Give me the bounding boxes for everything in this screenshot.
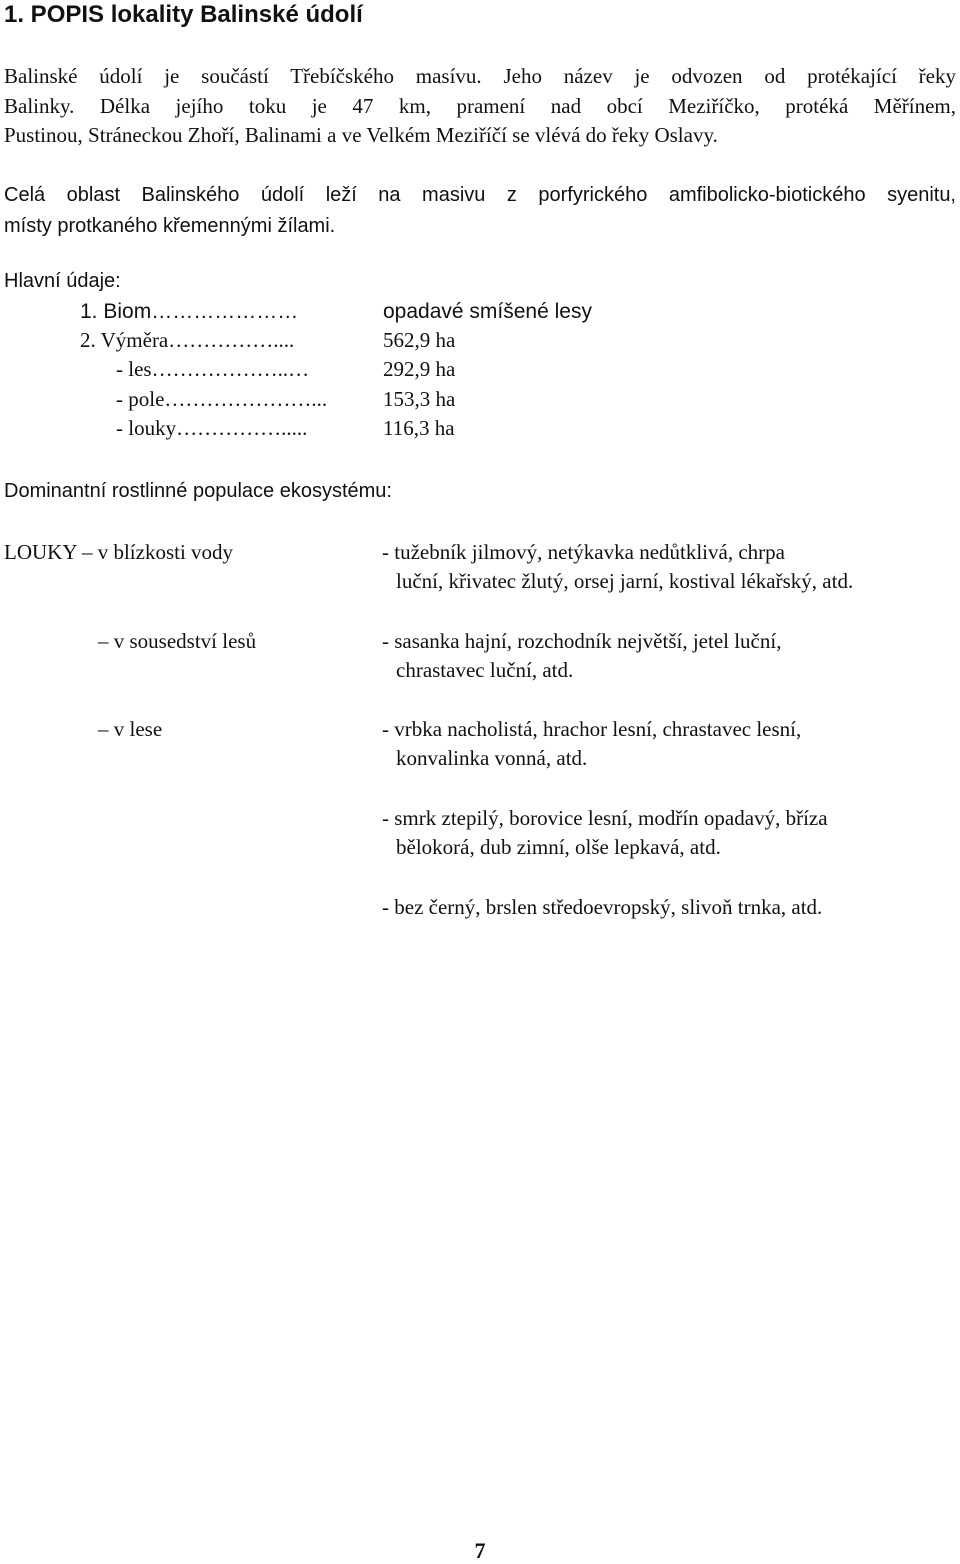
main-data-item-label: 1. Biom………………… <box>80 300 299 323</box>
species-line: - smrk ztepilý, borovice lesní, modřín opadavý, bříza <box>382 806 828 830</box>
section-heading: 1. POPIS lokality Balinské údolí <box>4 1 363 28</box>
intro-line: Balinské údolí je součástí Třebíčského masívu. Jeho název je odvozen od protékající řeky <box>4 64 956 88</box>
ecosystem-species <box>382 804 828 862</box>
species-line: - bez černý, brslen středoevropský, slivoň trnka, atd. <box>382 895 823 919</box>
ecosystem-label: Dominantní rostlinné populace ekosystému: <box>4 480 392 502</box>
ecosystem-species <box>382 627 781 685</box>
main-data-label: Hlavní údaje: <box>4 270 121 292</box>
main-data-item-label: - louky……………..... <box>116 416 308 440</box>
ecosystem-species <box>382 538 853 596</box>
main-data-item-value: opadavé smíšené lesy <box>383 300 592 323</box>
species-line: - tužebník jilmový, netýkavka nedůtklivá, chrpa <box>382 540 785 564</box>
geology-paragraph <box>4 180 956 242</box>
intro-line: Pustinou, Stráneckou Zhoří, Balinami a ve Velkém Meziříčí se vlévá do řeky Oslavy. <box>4 123 718 147</box>
species-line: bělokorá, dub zimní, olše lepkavá, atd. <box>396 835 721 859</box>
main-data-item-label: - pole…………………... <box>116 387 328 411</box>
intro-line: Balinky. Délka jejího toku je 47 km, pramení nad obcí Meziříčko, protéká Měřínem, <box>4 93 956 118</box>
geology-line: Celá oblast Balinského údolí leží na masivu z porfyrického amfibolicko-biotického syenitu, <box>4 184 956 206</box>
main-data-item-label: - les………………..… <box>116 357 310 381</box>
main-data-item-value: 116,3 ha <box>383 416 455 440</box>
species-line: - vrbka nacholistá, hrachor lesní, chrastavec lesní, <box>382 717 802 741</box>
intro-paragraph <box>4 62 956 151</box>
ecosystem-habitat: – v lese <box>98 717 163 741</box>
species-line: - sasanka hajní, rozchodník největší, jetel luční, <box>382 629 782 653</box>
ecosystem-species <box>382 893 822 922</box>
geology-line: místy protkaného křemennými žílami. <box>4 215 336 237</box>
ecosystem-habitat: – v sousedství lesů <box>98 629 257 653</box>
main-data-item-value: 153,3 ha <box>383 387 456 411</box>
species-line: luční, křivatec žlutý, orsej jarní, kostival lékařský, atd. <box>396 569 854 593</box>
main-data-item-value: 562,9 ha <box>383 328 456 352</box>
main-data-item-value: 292,9 ha <box>383 357 456 381</box>
species-line: konvalinka vonná, atd. <box>396 746 588 770</box>
ecosystem-species <box>382 715 801 773</box>
main-data-item-label: 2. Výměra…………….... <box>80 328 295 352</box>
page-number: 7 <box>474 1538 486 1563</box>
species-line: chrastavec luční, atd. <box>396 658 574 682</box>
ecosystem-habitat: LOUKY – v blízkosti vody <box>4 540 234 564</box>
